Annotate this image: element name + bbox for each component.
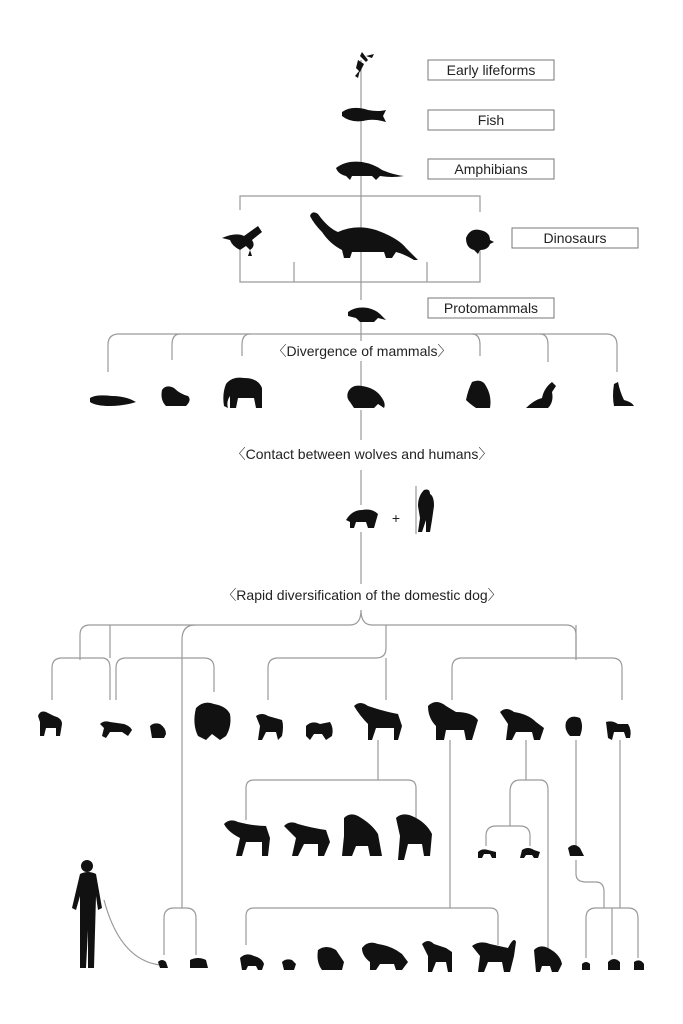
akita-icon xyxy=(38,712,62,737)
bulldog-icon xyxy=(240,954,264,970)
maltese-icon xyxy=(568,845,584,856)
rottweiler-icon xyxy=(534,946,562,972)
chow-chow-icon xyxy=(194,703,230,740)
era-label-amphibians xyxy=(428,159,554,179)
basenji-icon xyxy=(100,721,132,738)
early-human-icon xyxy=(418,490,434,533)
gorilla-icon xyxy=(466,381,491,408)
kangaroo-icon xyxy=(526,382,556,408)
husky-icon xyxy=(256,714,283,740)
human-with-dog xyxy=(72,860,102,968)
terrier-icon xyxy=(606,721,631,740)
early-lifeform-icon xyxy=(355,52,374,78)
st-bernard-icon xyxy=(362,943,408,970)
svg-text:Amphibians: Amphibians xyxy=(454,161,528,177)
doberman-icon xyxy=(422,941,452,972)
seal-icon xyxy=(162,386,190,406)
fish-icon xyxy=(342,108,386,122)
pug-icon xyxy=(190,958,208,968)
event-rapid-diversification: 〈Rapid diversification of the domestic dog〉 xyxy=(222,587,502,603)
platypus-icon xyxy=(90,395,136,406)
monkey-icon xyxy=(347,386,384,408)
plus-sign: + xyxy=(391,510,401,526)
afghan-hound-icon xyxy=(342,814,382,856)
pointer-icon xyxy=(354,703,402,740)
corgi-icon xyxy=(520,848,540,858)
dachshund-icon xyxy=(478,849,496,858)
greyhound-icon xyxy=(224,820,270,856)
german-shepherd-icon xyxy=(500,709,544,740)
pomeranian-icon xyxy=(566,717,583,736)
era-label-protomammals xyxy=(428,298,554,318)
event-divergence-of-mammals: 〈Divergence of mammals〉 xyxy=(272,343,452,359)
protomammal-icon xyxy=(348,308,386,323)
event-contact-wolves-humans: 〈Contact between wolves and humans〉 xyxy=(231,446,493,462)
borzoi-icon xyxy=(396,814,432,860)
era-label-early-lifeforms xyxy=(428,60,554,80)
elephant-icon xyxy=(223,378,262,408)
era-label-dinosaurs xyxy=(512,228,638,248)
yorkie-icon xyxy=(582,962,590,970)
svg-text:Early lifeforms: Early lifeforms xyxy=(446,62,536,78)
wolf-icon xyxy=(346,510,378,529)
chihuahua-icon xyxy=(158,960,168,968)
papillon-icon xyxy=(634,960,644,970)
newfoundland-icon xyxy=(318,947,345,970)
small-terrier-icon xyxy=(282,959,296,970)
archaeopteryx-icon xyxy=(222,226,262,256)
hound-icon xyxy=(472,940,516,972)
saluki-icon xyxy=(284,822,330,856)
era-label-fish xyxy=(428,110,554,130)
svg-text:Fish: Fish xyxy=(477,112,505,128)
svg-text:Dinosaurs: Dinosaurs xyxy=(543,230,607,246)
svg-text:Protomammals: Protomammals xyxy=(443,300,539,316)
jack-russell-icon xyxy=(306,722,333,740)
meerkat-icon xyxy=(613,382,634,406)
amphibian-icon xyxy=(336,162,404,180)
shiba-icon xyxy=(150,723,166,738)
mastiff-icon xyxy=(428,702,478,740)
shih-tzu-icon xyxy=(608,959,620,970)
sauropod-icon xyxy=(310,212,418,260)
